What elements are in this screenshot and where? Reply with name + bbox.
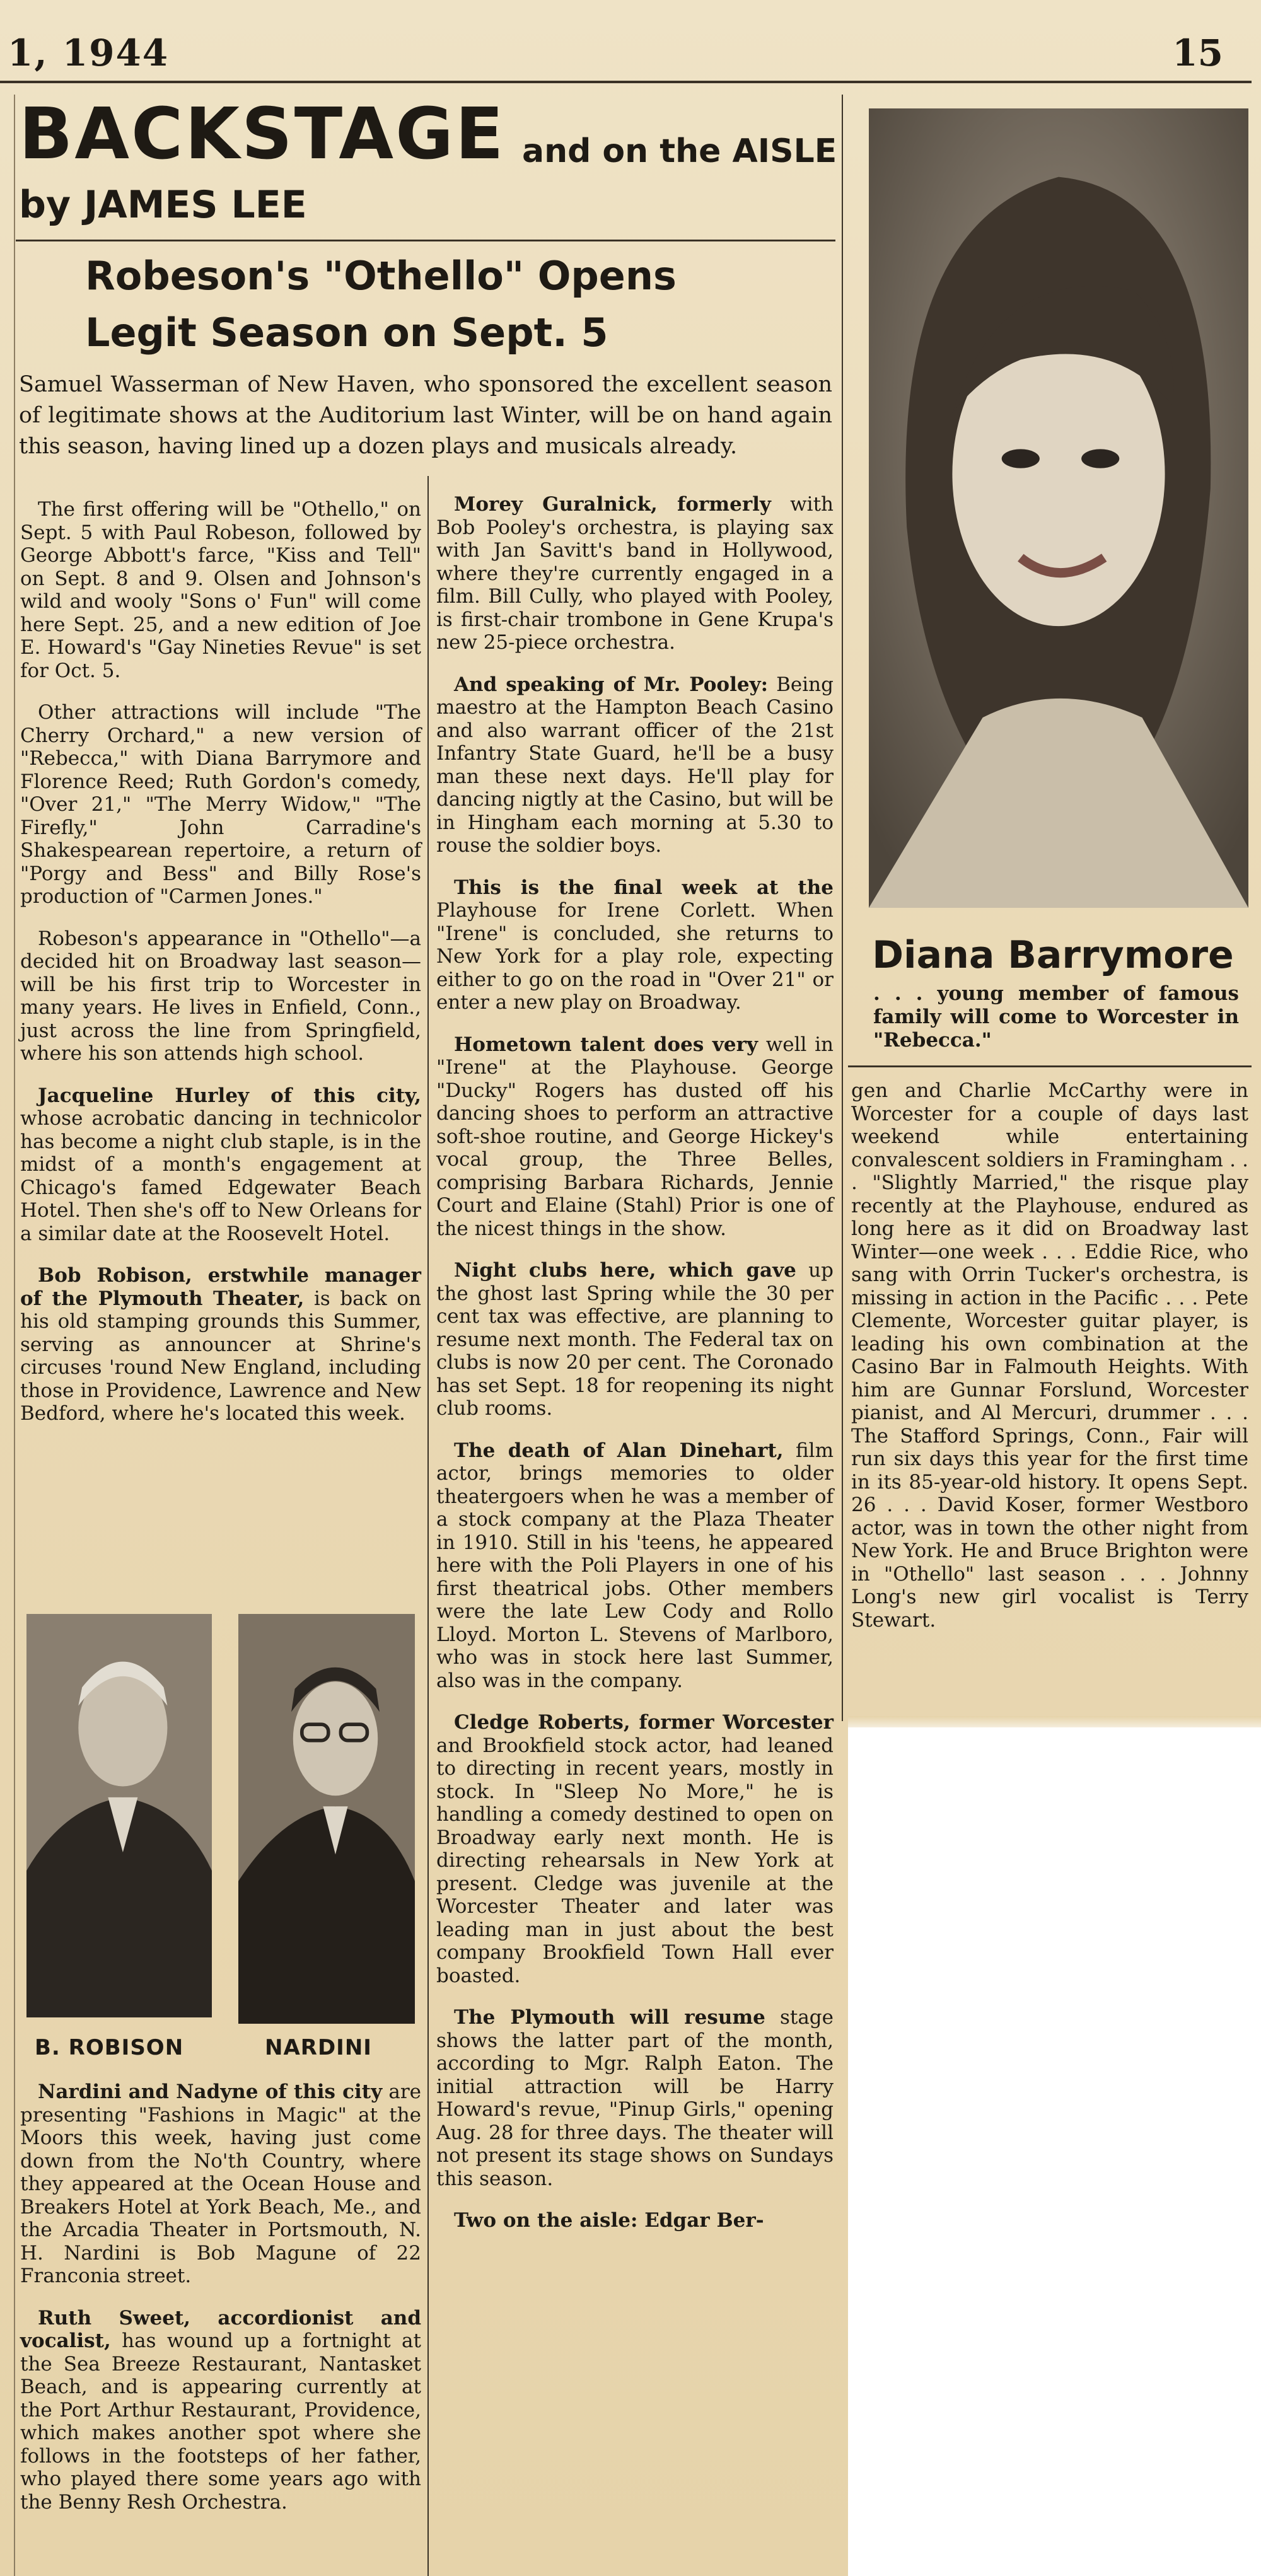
article-paragraph: Cledge Roberts, former Worcester and Brookfield stock actor, had leaned to directing in recent years, mostly in stock. In "Sleep No More," he is handling a comedy destined to open on Broadway early next month. He is directing rehearsals in New York at present. Cledge was juvenile at the Worcester Theater and later was leading man in just about the best company Brookfield Town Hall ever boasted. — [436, 1711, 834, 1987]
column-title: BACKSTAGE — [19, 93, 506, 175]
photo-caption-text: . . . young member of famous family will come to Worcester in "Rebecca." — [873, 982, 1239, 1052]
article-paragraph: Nardini and Nadyne of this city are presenting "Fashions in Magic" at the Moors this week, having just come down from the No'th Country, where they appeared at the Ocean House and Breakers Hotel at York Beach, Me., and the Arcadia Theater in Portsmouth, N. H. Nardini is Bob Magune of 22 Franconia street. — [20, 2080, 421, 2287]
middle-column — [436, 493, 834, 2251]
byline: by JAMES LEE — [19, 183, 307, 227]
article-paragraph: Night clubs here, which gave up the ghost last Spring while the 30 per cent tax was effective, are planning to resume next month. The Federal tax on clubs is now 20 per cent. The Coronado has set Sept. 18 for reopening its night club rooms. — [436, 1259, 834, 1420]
article-paragraph: Ruth Sweet, accordionist and vocalist, has wound up a fortnight at the Sea Breeze Restaurant, Nantasket Beach, and is appearing currently at the Port Arthur Restaurant, Providence, which makes another spot where she follows in the footsteps of her father, who played there some years ago with the Benny Resh Orchestra. — [20, 2306, 421, 2514]
right-column — [851, 1079, 1248, 1651]
article-paragraph: Hometown talent does very well in "Irene" at the Playhouse. George "Ducky" Rogers has dusted off his dancing shoes to perform an attractive soft-shoe routine, and George Hickey's vocal group, the Three Belles, comprising Barbara Richards, Jennie Court and Elaine (Stahl) Prior is one of the nicest things in the show. — [436, 1033, 834, 1240]
robison-caption: B. ROBISON — [35, 2035, 184, 2060]
portrait-photo-icon — [26, 1614, 212, 2017]
column-title-tail: and on the AISLE — [522, 132, 837, 170]
left-column-upper — [20, 498, 421, 1444]
nardini-caption: NARDINI — [265, 2035, 372, 2060]
robison-photo — [26, 1614, 212, 2017]
headline-line-1: Robeson's "Othello" Opens — [85, 253, 677, 299]
article-paragraph: Morey Guralnick, formerly with Bob Pooley's orchestra, is playing sax with Jan Savitt's band in Hollywood, where they're currently engaged in a film. Bill Cully, who played with Pooley, is first-chair trombone in Gene Krupa's new 25-piece orchestra. — [436, 493, 834, 654]
issue-date: 1, 1944 — [8, 32, 170, 74]
lead-paragraph: Samuel Wasserman of New Haven, who sponsored the excellent season of legitimate shows at the Auditorium last Winter, will be on hand again this season, having lined up a dozen plays and musicals already. — [19, 372, 832, 459]
page-number: 15 — [1172, 32, 1223, 74]
nardini-photo — [238, 1614, 415, 2024]
column-divider-edge — [14, 95, 15, 2576]
article-paragraph: gen and Charlie McCarthy were in Worcester for a couple of days last weekend while entertaining convalescent soldiers in Framingham . . . "Slightly Married," the risque play recently at the Playhouse, endured as long here as it did on Broadway last Winter—one week . . . Eddie Rice, who sang with Orrin Tucker's orchestra, is missing in action in the Pacific . . . Pete Clemente, Worcester guitar player, is leading his own combination at the Casino Bar in Falmouth Heights. With him are Gunnar Forslund, Worcester pianist, and Al Mercuri, drummer . . . The Stafford Springs, Conn., Fair will run six days this year for the first time in its 85-year-old history. It opens Sept. 26 . . . David Koser, former Westboro actor, was in town the other night from New York. He and Bruce Brighton were in "Othello" last season . . . Johnny Long's new girl vocalist is Terry Stewart. — [851, 1079, 1248, 1632]
article-paragraph: The Plymouth will resume stage shows the latter part of the month, according to Mgr. Ralph Eaton. The initial attraction will be Harry Howard's revue, "Pinup Girls," opening Aug. 28 for three days. The theater will not present its stage shows on Sundays this season. — [436, 2006, 834, 2190]
column-divider-left — [427, 476, 429, 2576]
article-paragraph: The first offering will be "Othello," on Sept. 5 with Paul Robeson, followed by George Abbott's farce, "Kiss and Tell" on Sept. 8 and 9. Olsen and Johnson's wild and wooly "Sons o' Fun" will come here Sept. 25, and a new edition of Joe E. Howard's "Gay Nineties Revue" is set for Oct. 5. — [20, 498, 421, 682]
diana-barrymore-photo — [869, 108, 1248, 908]
article-paragraph: Robeson's appearance in "Othello"—a decided hit on Broadway last season—will be his first trip to Worcester in many years. He lives in Enfield, Conn., just across the line from Springfield, where his son attends high school. — [20, 927, 421, 1065]
portrait-photo-icon — [238, 1614, 415, 2024]
left-column-lower — [20, 2080, 421, 2532]
article-paragraph: This is the final week at the Playhouse for Irene Corlett. When "Irene" is concluded, she returns to New York for a play role, expecting either to go on the road in "Over 21" or enter a new play on Broadway. — [436, 876, 834, 1014]
headline-line-2: Legit Season on Sept. 5 — [85, 310, 608, 356]
column-divider-right — [842, 95, 843, 1721]
blank-background — [848, 1727, 1261, 2576]
photo-caption-title: Diana Barrymore — [872, 933, 1234, 977]
masthead-rule — [0, 81, 1252, 83]
article-paragraph: Other attractions will include "The Cherry Orchard," a new version of "Rebecca," with Diana Barrymore and Florence Reed; Ruth Gordon's comedy, "Over 21," "The Merry Widow," "The Firefly," John Carradine's Shakespearean repertoire, a return of "Porgy and Bess" and Billy Rose's production of "Carmen Jones." — [20, 701, 421, 908]
article-paragraph: And speaking of Mr. Pooley: Being maestro at the Hampton Beach Casino and also warrant officer of the 21st Infantry State Guard, he'll be a busy man these next days. He'll play for dancing nigtly at the Casino, but will be in Hingham each morning at 5.30 to rouse the soldier boys. — [436, 673, 834, 857]
caption-rule — [848, 1065, 1252, 1067]
article-paragraph: Two on the aisle: Edgar Ber- — [454, 2209, 764, 2232]
article-paragraph: The death of Alan Dinehart, film actor, brings memories to older theatergoers when he was a member of a stock company at the Plaza Theater in 1910. Still in his 'teens, he appeared here with the Poli Players in one of his first theatrical jobs. Other members were the late Lew Cody and Rollo Lloyd. Morton L. Stevens of Marlboro, who was in stock here last Summer, also was in the company. — [436, 1439, 834, 1692]
article-paragraph: Bob Robison, erstwhile manager of the Plymouth Theater, is back on his old stamping grounds this Summer, serving as announcer at Shrine's circuses 'round New England, including those in Providence, Lawrence and New Bedford, where he's located this week. — [20, 1264, 421, 1425]
portrait-photo-icon — [869, 108, 1248, 908]
article-paragraph: Jacqueline Hurley of this city, whose acrobatic dancing in technicolor has become a night club staple, is in the midst of a month's engagement at Chicago's famed Edgewater Beach Hotel. Then she's off to New Orleans for a similar date at the Roosevelt Hotel. — [20, 1084, 421, 1245]
title-rule — [16, 240, 835, 241]
